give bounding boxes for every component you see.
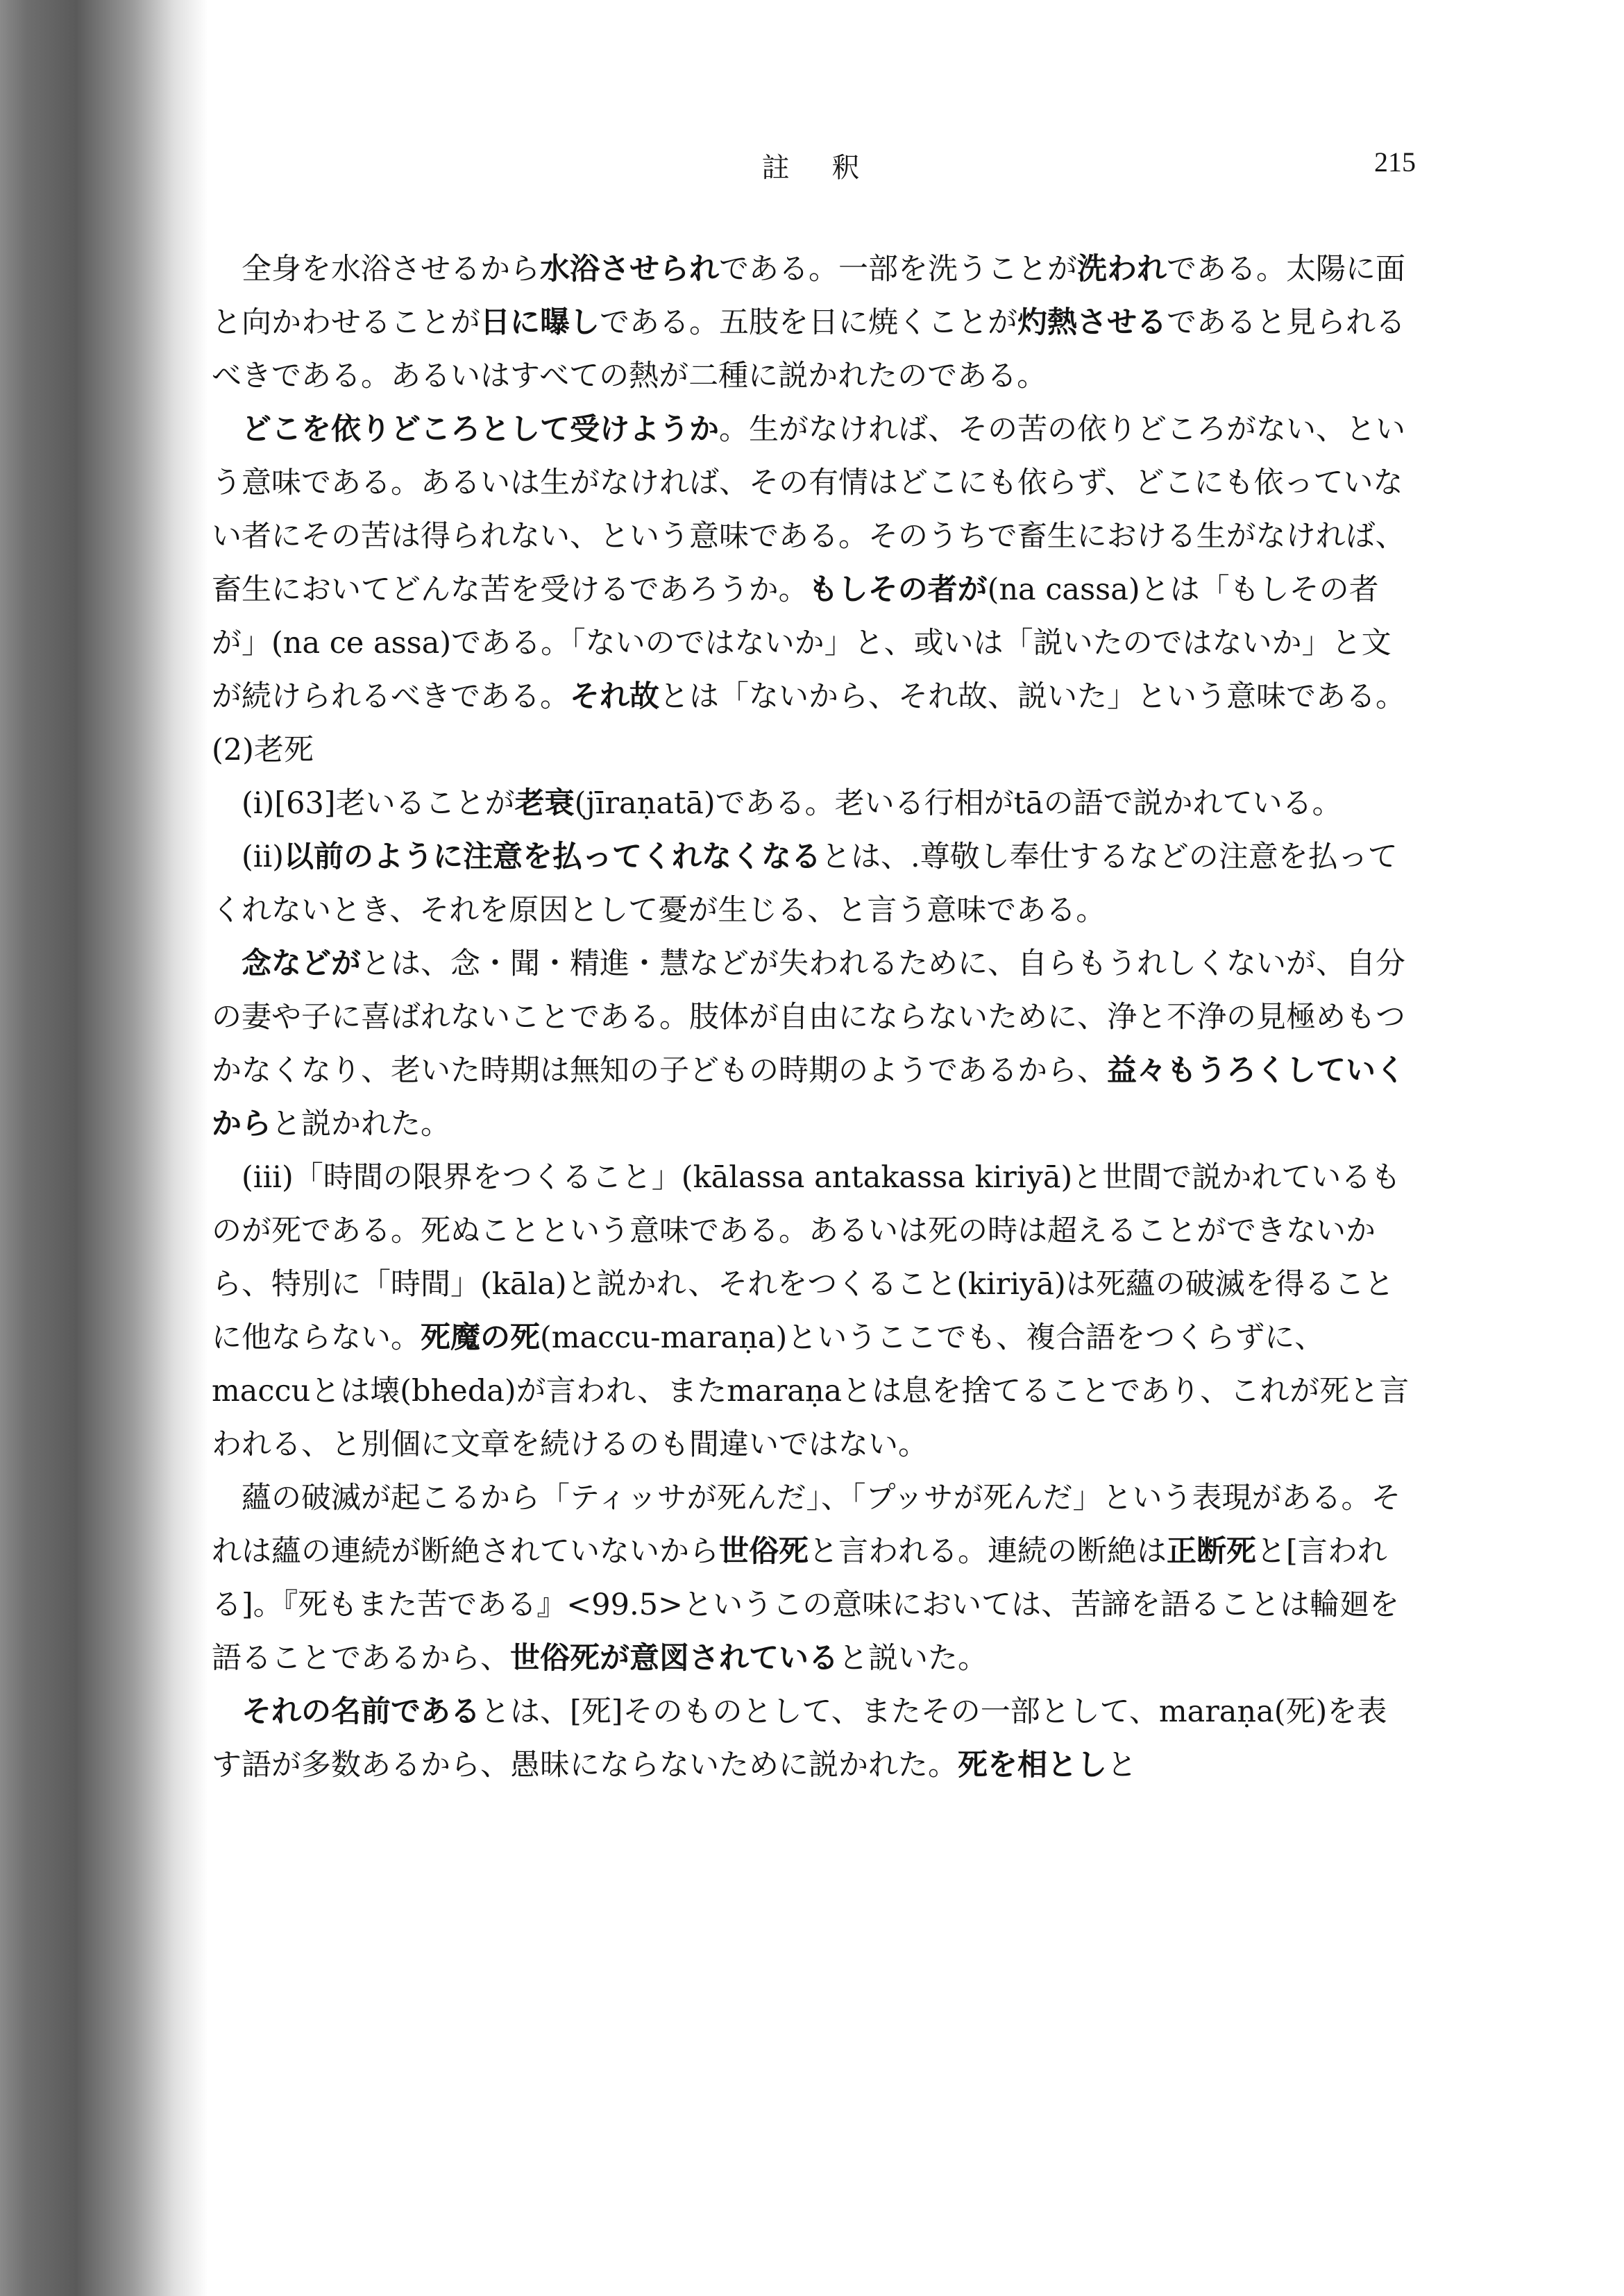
bold-term: 洗われ: [1077, 252, 1167, 287]
bold-term: 正断死: [1167, 1534, 1256, 1569]
text-run: と: [1107, 1748, 1137, 1783]
bold-term: 水浴させられ: [540, 252, 719, 287]
text-run: (na cassa)とは「もしその者が」(na ce assa)である。「ないのではないか」と、或いは「説いたのではないか」と文が続けられるべきである。: [212, 572, 1392, 714]
bold-term: 以前のように注意を払ってくれなくなる: [284, 840, 822, 874]
running-header: [208, 146, 1416, 194]
text-run: である。一部を洗うことが: [719, 252, 1077, 287]
bold-term: 死魔の死: [421, 1320, 540, 1355]
paragraph: [212, 243, 1416, 403]
bold-term: もしその者が: [808, 572, 988, 607]
scan-binding-shadow: [0, 0, 208, 2296]
paragraph: [212, 937, 1416, 1151]
text-run: (jīraṇatā)である。老いる行相がtāの語で説かれている。: [574, 786, 1342, 821]
bold-term: 灼熱させる: [1017, 305, 1167, 340]
text-run: (ii): [242, 840, 285, 874]
running-title: 註 釈: [761, 152, 877, 184]
bold-term: 益々もうろくしていくから: [212, 1053, 1405, 1141]
text-run: (2)老死: [212, 733, 314, 767]
paragraph: [212, 831, 1416, 937]
text-run: と説かれた。: [271, 1107, 450, 1141]
body-text: [212, 243, 1416, 1792]
bold-term: それの名前である: [242, 1694, 480, 1729]
bold-term: 老衰: [514, 786, 575, 821]
bold-term: 死を相とし: [958, 1748, 1107, 1783]
text-run: と説いた。: [838, 1641, 988, 1676]
text-run: と言われる。連続の断絶は: [809, 1534, 1167, 1569]
bold-term: それ故: [570, 679, 659, 714]
text-run: であると見られるべきである。あるいはすべての熱が二種に説かれたのである。: [212, 305, 1405, 393]
text-run: とは、念・聞・精進・慧などが失われるために、自らもうれしくないが、自分の妻や子に喜ばれないことである。肢体が自由にならないために、浄と不浄の見極めもつかなくなり、老いた時期は無知の子どもの時期のようであるから、: [212, 946, 1405, 1088]
bold-term: 日に曝し: [480, 305, 600, 340]
paragraph: [212, 403, 1416, 724]
text-run: と[言われる]。『死もまた苦である』<99.5>というこの意味においては、苦諦を語ることは輪廻を語ることであるから、: [212, 1534, 1400, 1676]
text-run: である。五肢を日に焼くことが: [600, 305, 1017, 340]
page-number: 215: [1374, 146, 1416, 178]
text-run: とは「ないから、それ故、説いた」という意味である。: [659, 679, 1405, 714]
text-run: 全身を水浴させるから: [242, 252, 540, 287]
paragraph: [212, 777, 1416, 831]
text-run: とは、.尊敬し奉仕するなどの注意を払ってくれないとき、それを原因として憂が生じる、と言う意味である。: [212, 840, 1398, 928]
text-run: (i)[63]老いることが: [242, 786, 515, 821]
paragraph: [212, 1685, 1416, 1792]
paragraph: [212, 1151, 1416, 1472]
text-run: 。生がなければ、その苦の依りどころがない、という意味である。あるいは生がなければ、その有情はどこにも依らず、どこにも依っていない者にその苦は得られない、という意味である。そのうちで畜生における生がなければ、畜生においてどんな苦を受けるであろうか。: [212, 412, 1405, 607]
text-run: である。太陽に面と向かわせることが: [212, 252, 1405, 340]
bold-term: どこを依りどころとして受けようか: [242, 412, 719, 447]
text-run: (maccu-maraṇa)というここでも、複合語をつくらずに、maccuとは壊(bheda)が言われ、またmaraṇaとは息を捨てることであり、これが死と言われる、と別個に文章を続けるのも間違いではない。: [212, 1320, 1410, 1462]
bold-term: 世俗死: [719, 1534, 809, 1569]
bold-term: 世俗死が意図されている: [510, 1641, 838, 1676]
section-heading: [212, 724, 1416, 777]
text-run: とは、[死]そのものとして、またその一部として、maraṇa(死)を表す語が多数あるから、愚昧にならないために説かれた。: [212, 1694, 1387, 1783]
paragraph: [212, 1472, 1416, 1685]
text-run: 蘊の破滅が起こるから「ティッサが死んだ」、「プッサが死んだ」という表現がある。それは蘊の連続が断絶されていないから: [212, 1481, 1401, 1569]
text-run: (iii)「時間の限界をつくること」(kālassa antakassa kiriyā)と世間で説かれているものが死である。死ぬことという意味である。あるいは死の時は超えることができないから、特別に「時間」(kāla)と説かれ、それをつくること(kiriyā)は死蘊の破滅を得ることに他ならない。: [212, 1160, 1401, 1355]
bold-term: 念などが: [242, 946, 361, 981]
